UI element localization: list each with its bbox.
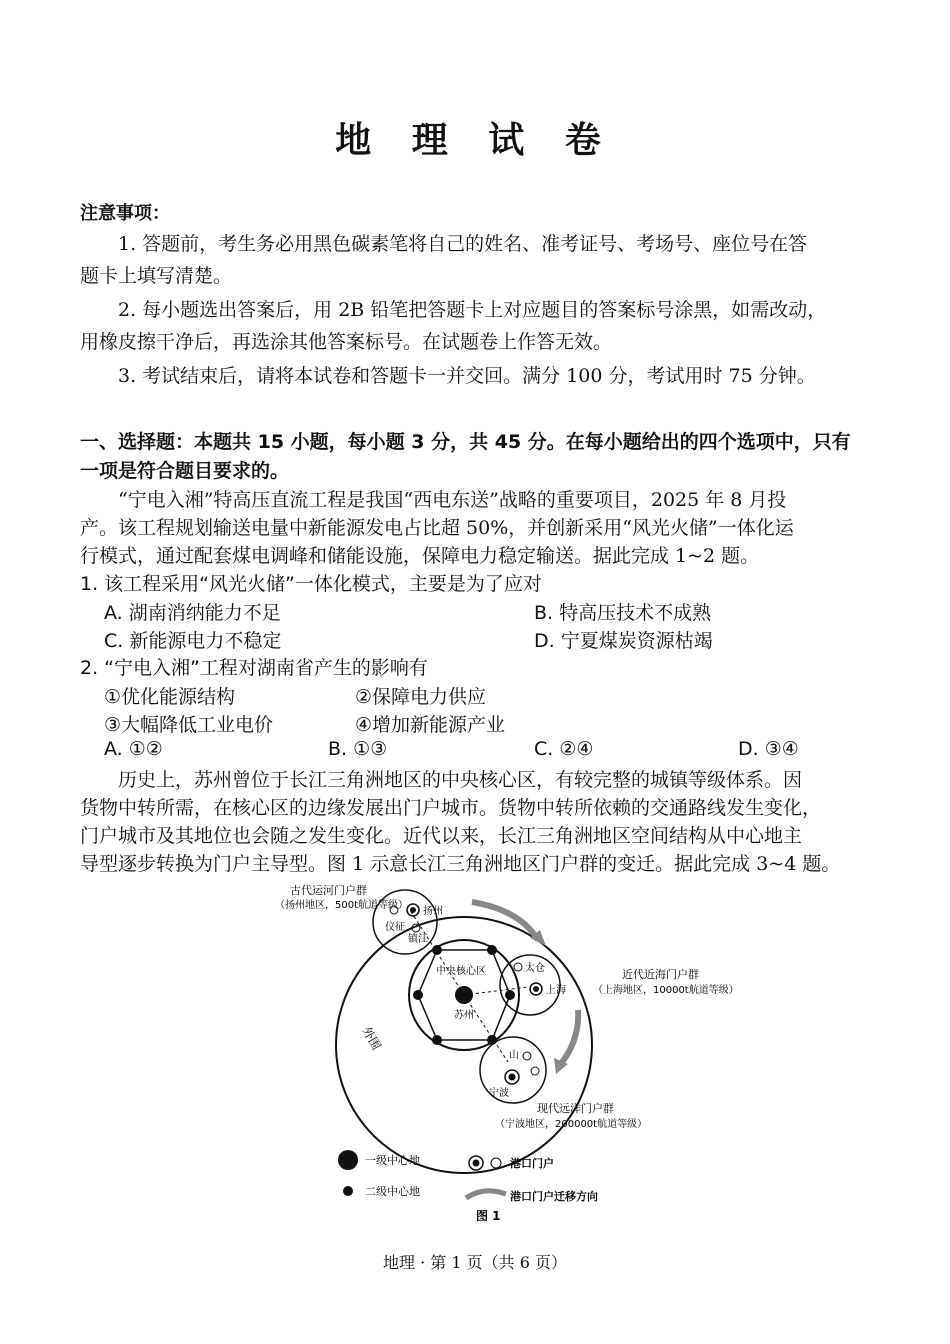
ningbo-port-dot: [509, 1074, 516, 1081]
notice-item-1a: 1. 答题前，考生务必用黑色碳素笔将自己的姓名、准考证号、考场号、座位号在答: [118, 233, 808, 255]
question-2-stem: 2. “宁电入湘”工程对湖南省产生的影响有: [80, 657, 428, 679]
label-core: 中央核心区: [436, 966, 486, 977]
migration-arrow-2: [560, 1010, 578, 1065]
legend-port-open: [491, 1158, 501, 1168]
label-outer: 外围: [359, 1024, 384, 1053]
question-2-option-c[interactable]: C. ②④: [534, 738, 594, 760]
notice-item-2b: 用橡皮擦干净后，再选涂其他答案标号。在试题卷上作答无效。: [80, 331, 613, 353]
page-title: 地 理 试 卷: [335, 119, 615, 161]
modern-title: 近代近海门户群: [622, 968, 699, 981]
question-2-statement-1: ①优化能源结构: [104, 686, 236, 708]
label-ningbo: 宁波: [489, 1088, 509, 1099]
question-1-option-b[interactable]: B. 特高压技术不成熟: [534, 602, 712, 624]
notice-heading: 注意事项：: [80, 203, 170, 224]
label-yizheng: 仪征: [385, 922, 405, 933]
core-node: [432, 1035, 442, 1045]
core-node: [487, 1035, 497, 1045]
question-1-option-d[interactable]: D. 宁夏煤炭资源枯竭: [534, 630, 713, 652]
core-node: [505, 990, 515, 1000]
legend-port: 港口门户: [510, 1157, 554, 1170]
passage2-line-a: 历史上，苏州曾位于长江三角洲地区的中央核心区，有较完整的城镇等级体系。因: [118, 769, 803, 791]
legend-second-level: 二级中心地: [365, 1185, 420, 1198]
label-shan: 山: [509, 1050, 519, 1061]
label-shanghai: 上海: [546, 985, 566, 996]
notice-item-2a: 2. 每小题选出答案后，用 2B 铅笔把答题卡上对应题目的答案标号涂黑，如需改动，: [118, 299, 827, 321]
current-sub: （宁波地区，200000t航道等级）: [495, 1119, 648, 1130]
notice-item-1b: 题卡上填写清楚。: [80, 265, 233, 287]
passage1-line-a: “宁电入湘”特高压直流工程是我国“西电东送”战略的重要项目，2025 年 8 月投: [118, 489, 787, 511]
question-1-option-a[interactable]: A. 湖南消纳能力不足: [104, 602, 281, 624]
question-2-statement-4: ④增加新能源产业: [355, 714, 506, 736]
passage1-line-c: 行模式，通过配套煤电调峰和储能设施，保障电力稳定输送。据此完成 1~2 题。: [80, 545, 760, 567]
question-1-stem: 1. 该工程采用“风光火储”一体化模式，主要是为了应对: [80, 573, 542, 595]
legend-port-dot: [473, 1160, 480, 1167]
passage1-line-b: 产。该工程规划输送电量中新能源发电占比超 50%，并创新采用“风光火储”一体化运: [80, 517, 794, 539]
section-heading-a: 一、选择题：本题共 15 小题，每小题 3 分，共 45 分。在每小题给出的四个选项中，只有: [80, 431, 851, 453]
ancient-sub: （扬州地区，500t航道等级）: [275, 900, 409, 911]
core-node: [432, 945, 442, 955]
question-2-option-a[interactable]: A. ①②: [104, 738, 163, 760]
section-heading-b: 一项是符合题目要求的。: [80, 460, 290, 482]
shan-port: [523, 1052, 531, 1060]
question-2-option-d[interactable]: D. ③④: [738, 738, 799, 760]
core-node: [487, 945, 497, 955]
notice-item-3: 3. 考试结束后，请将本试卷和答题卡一并交回。满分 100 分，考试用时 75 分钟。: [118, 365, 816, 387]
label-suzhou: 苏州: [454, 1010, 474, 1021]
ancient-title: 古代运河门户群: [290, 884, 367, 897]
ningbo-minor-port: [531, 1067, 539, 1075]
passage2-line-b: 货物中转所需，在核心区的边缘发展出门户城市。货物中转所依赖的交通路线发生变化，: [80, 797, 822, 819]
question-1-option-c[interactable]: C. 新能源电力不稳定: [104, 630, 282, 652]
question-2-statement-3: ③大幅降低工业电价: [104, 714, 274, 736]
label-zhenjiang: 镇江: [408, 934, 428, 945]
legend-first-level: 一级中心地: [365, 1154, 420, 1167]
legend-first-level-symbol: [338, 1150, 358, 1170]
page-footer: 地理 · 第 1 页（共 6 页）: [383, 1253, 567, 1272]
passage2-line-c: 门户城市及其地位也会随之发生变化。近代以来，长江三角洲地区空间结构从中心地主: [80, 825, 803, 847]
label-yangzhou: 扬州: [423, 906, 443, 917]
taicang-port: [514, 963, 522, 971]
shanghai-port-dot: [533, 986, 539, 992]
question-2-option-b[interactable]: B. ①③: [328, 738, 388, 760]
legend-second-level-symbol: [343, 1186, 353, 1196]
legend-arrow: 港口门户迁移方向: [510, 1190, 598, 1203]
figure-caption: 图 1: [476, 1209, 501, 1223]
core-node: [413, 990, 423, 1000]
figure-1-diagram: [210, 880, 770, 1225]
legend-arrow-symbol: [466, 1191, 506, 1198]
question-2-statement-2: ②保障电力供应: [355, 686, 487, 708]
label-taicang: 太仓: [525, 963, 545, 974]
passage2-line-d: 导型逐步转换为门户主导型。图 1 示意长江三角洲地区门户群的变迁。据此完成 3~4 题。: [80, 853, 841, 875]
modern-sub: （上海地区，10000t航道等级）: [593, 985, 739, 996]
current-title: 现代远洋门户群: [537, 1102, 614, 1115]
yangzhou-port-dot: [410, 907, 416, 913]
